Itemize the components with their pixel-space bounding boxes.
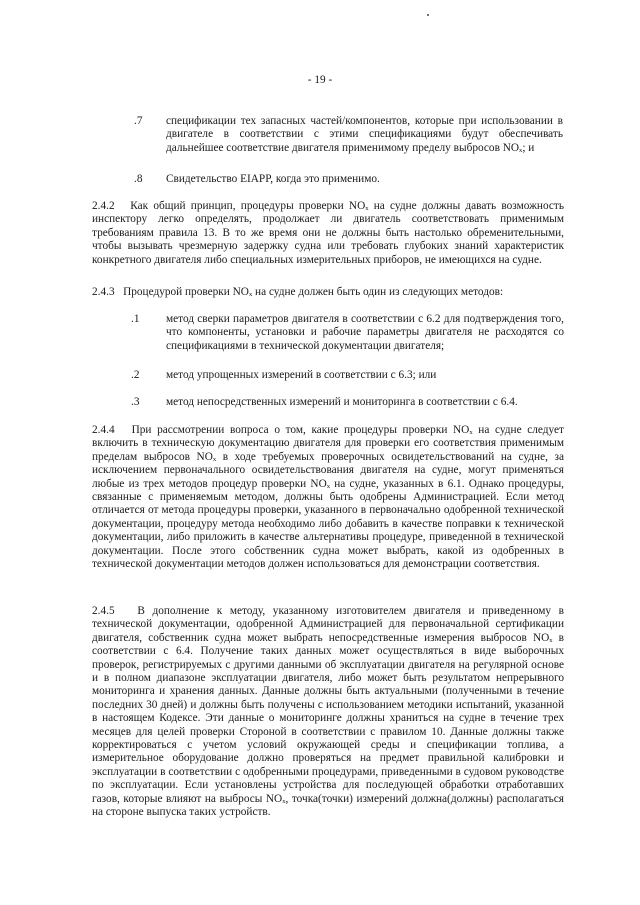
item-8-text: Свидетельство EIAPP, когда это применимо. xyxy=(166,173,380,185)
paragraph-text: Как общий принцип, процедуры проверки NOₓ на судне должны давать возможность инспектору легко определять, продолжает ли двигатель соответствовать применимым требованиям правила 13. В то же время они не должны быть настолько обременительными, чтобы вызывать чрезмерную задержку судна или требовать глубоких знаний характеристик конкретного двигателя либо специальных измерительных приборов, не имеющихся на судне. xyxy=(92,200,564,266)
paragraph-2-4-5 xyxy=(92,605,564,820)
method-2-text: метод упрощенных измерений в соответствии с 6.3; или xyxy=(166,369,437,381)
item-7-label: .7 xyxy=(134,115,143,127)
paragraph-number: 2.4.4 xyxy=(92,424,115,436)
paragraph-number: 2.4.3 xyxy=(92,286,115,298)
paragraph-text: При рассмотрении вопроса о том, какие процедуры проверки NOₓ на судне следует включить в техническую документацию двигателя для проверки его соответствия применимым пределам выбросов NOₓ в ходе требуемых проверочных освидетельствований на судне, за исключением первоначального освидетельствования двигателя на судне, могут применяться любые из трех методов процедур проверки NOₓ на судне, указанных в 6.1. Однако процедуры, связанные с применяемым методом, должны быть одобрены Администрацией. Если метод отличается от метода процедуры проверки, указанного в первоначально одобренной технической документации, процедуру метода необходимо либо добавить в качестве поправки к технической документации, либо приложить в качестве альтернативы процедуре, приведенной в технической документации. После этого собственник судна может выбрать, какой из одобренных в технической документации методов должен использоваться для демонстрации соответствия. xyxy=(92,424,564,571)
method-1-label: .1 xyxy=(131,313,140,325)
paragraph-2-4-2 xyxy=(92,200,564,267)
method-3-label: .3 xyxy=(131,396,140,408)
method-1-text: метод сверки параметров двигателя в соответствии с 6.2 для подтверждения того, что компоненты, установки и рабочие параметры двигателя не расходятся со спецификациями в технической документации двигателя; xyxy=(166,313,564,352)
item-8-label: .8 xyxy=(134,173,143,185)
paragraph-number: 2.4.5 xyxy=(92,605,115,617)
item-7-text: спецификации тех запасных частей/компонентов, которые при использовании в двигателе в соответствии с этими спецификациями будут обеспечивать дальнейшее соответствие двигателя применимому пределу выбросов NOₓ; и xyxy=(166,115,563,154)
method-2-label: .2 xyxy=(131,369,140,381)
scan-speck xyxy=(427,14,429,16)
paragraph-text: Процедурой проверки NOₓ на судне должен быть один из следующих методов: xyxy=(123,286,504,298)
paragraph-2-4-3 xyxy=(92,286,564,299)
page-number: - 19 - xyxy=(307,74,333,86)
paragraph-number: 2.4.2 xyxy=(92,200,115,212)
paragraph-2-4-4 xyxy=(92,424,564,571)
paragraph-text: В дополнение к методу, указанному изготовителем двигателя и приведенному в технической документации, одобренной Администрацией для первоначальной сертификации двигателя, собственник судна может выбрать непосредственные измерения выбросов NOₓ в соответствии с 6.4. Получение таких данных может осуществляться в виде выборочных проверок, регистрируемых с другими данными об эксплуатации двигателя на регулярной основе и в полном диапазоне эксплуатации двигателя, либо может быть результатом непрерывного мониторинга и хранения данных. Данные должны быть актуальными (полученными в течение последних 30 дней) и должны быть получены с использованием методики испытаний, указанной в настоящем Кодексе. Эти данные о мониторинге должны храниться на судне в течение трех месяцев для целей проверки Стороной в соответствии с правилом 10. Данные должны также корректироваться с учетом условий окружающей среды и спецификации топлива, а измерительное оборудование должно проверяться на предмет правильной калибровки и эксплуатации в соответствии с одобренными процедурами, приведенными в судовом руководстве по эксплуатации. Если установлены устройства для последующей обработки отработавших газов, которые влияют на выбросы NOₓ, точка(точки) измерений должна(должны) располагаться на стороне выпуска таких устройств. xyxy=(92,605,564,819)
method-3-text: метод непосредственных измерений и мониторинга в соответствии с 6.4. xyxy=(166,396,518,408)
